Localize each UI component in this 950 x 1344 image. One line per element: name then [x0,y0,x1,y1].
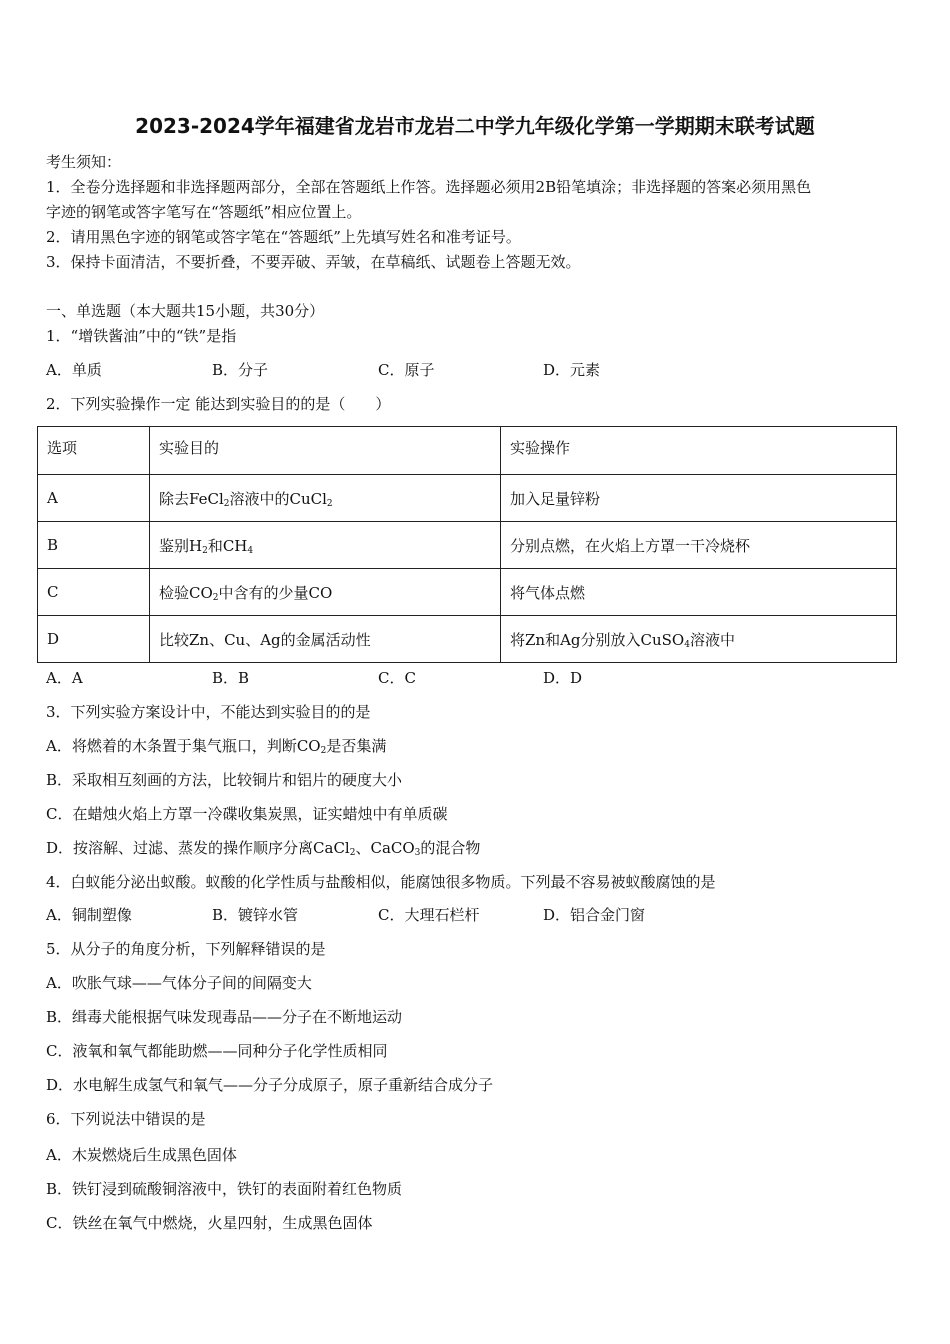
q3-option-c: C．在蜡烛火焰上方罩一冷碟收集炭黑，证实蜡烛中有单质碳 [46,805,448,823]
row-label: B [38,522,150,569]
q2-table [37,426,897,663]
q3-option-b: B．采取相互刻画的方法，比较铜片和铝片的硬度大小 [46,771,403,789]
notice-line-3: 3．保持卡面清洁，不要折叠，不要弄破、弄皱，在草稿纸、试题卷上答题无效。 [46,253,581,271]
row-goal: 比较Zn、Cu、Ag的金属活动性 [150,616,501,663]
q2-option-d: D．D [543,669,583,687]
q1-stem: 1．“增铁酱油”中的“铁”是指 [46,327,237,345]
table-row [38,522,897,569]
row-goal: 鉴别$H_2$和$CH_4$ [150,522,501,569]
table-row [38,616,897,663]
row-operation: 将气体点燃 [501,569,897,616]
q3-option-d: D．按溶解、过滤、蒸发的操作顺序分离CaCl$_2$、CaCO$_3$的混合物 [46,839,481,858]
q2-option-c: C．C [378,669,416,687]
q3-option-a: A．将燃着的木条置于集气瓶口，判断$CO_2$是否集满 [46,737,387,756]
q3-stem: 3．下列实验方案设计中，不能达到实验目的的是 [46,703,371,721]
q6-stem: 6．下列说法中错误的是 [46,1110,206,1128]
q1-option-d: D．元素 [543,361,601,379]
q1-option-a: A．单质 [46,361,102,379]
q2-stem: 2．下列实验操作一定 能达到实验目的的是（ ） [46,395,391,413]
q4-stem: 4．白蚁能分泌出蚁酸。蚁酸的化学性质与盐酸相似，能腐蚀很多物质。下列最不容易被蚁酸腐蚀的是 [46,873,716,891]
table-row [38,569,897,616]
section-heading: 一、单选题（本大题共15小题，共30分） [46,302,325,320]
q5-option-a: A．吹胀气球——气体分子间的间隔变大 [46,974,312,992]
q1-option-b: B．分子 [212,361,269,379]
row-label: C [38,569,150,616]
header-option: 选项 [38,427,150,475]
row-label: D [38,616,150,663]
row-goal: 除去FeCl$_2$溶液中的CuCl$_2$ [150,475,501,522]
header-goal: 实验目的 [150,427,501,475]
q5-option-d: D．水电解生成氢气和氧气——分子分成原子，原子重新结合成分子 [46,1076,494,1094]
q5-option-b: B．缉毒犬能根据气味发现毒品——分子在不断地运动 [46,1008,403,1026]
q6-option-c: C．铁丝在氧气中燃烧，火星四射，生成黑色固体 [46,1214,373,1232]
notice-line-2: 2．请用黑色字迹的钢笔或答字笔在“答题纸”上先填写姓名和准考证号。 [46,228,521,246]
notice-heading: 考生须知： [46,153,122,171]
notice-line-1a: 1．全卷分选择题和非选择题两部分，全部在答题纸上作答。选择题必须用2B铅笔填涂；非选择题的答案必须用黑色 [46,178,812,196]
row-operation: 分别点燃，在火焰上方罩一干冷烧杯 [501,522,897,569]
row-goal: 检验$CO_2$中含有的少量CO [150,569,501,616]
page-title: 2023-2024学年福建省龙岩市龙岩二中学九年级化学第一学期期末联考试题 [135,114,815,138]
q4-option-a: A．铜制塑像 [46,906,132,924]
q2-option-a: A．A [46,669,83,687]
row-label: A [38,475,150,522]
row-operation: 将Zn和Ag分别放入CuSO$_4$溶液中 [501,616,897,663]
row-operation: 加入足量锌粉 [501,475,897,522]
q4-option-c: C．大理石栏杆 [378,906,480,924]
table-row [38,475,897,522]
q1-option-c: C．原子 [378,361,435,379]
q5-option-c: C．液氧和氧气都能助燃——同种分子化学性质相同 [46,1042,388,1060]
q5-stem: 5．从分子的角度分析，下列解释错误的是 [46,940,326,958]
q6-option-a: A．木炭燃烧后生成黑色固体 [46,1146,237,1164]
q4-option-d: D．铝合金门窗 [543,906,646,924]
header-operation: 实验操作 [501,427,897,475]
q6-option-b: B．铁钉浸到硫酸铜溶液中，铁钉的表面附着红色物质 [46,1180,403,1198]
notice-line-1b: 字迹的钢笔或答字笔写在“答题纸”相应位置上。 [46,203,362,221]
q2-option-b: B．B [212,669,250,687]
q4-option-b: B．镀锌水管 [212,906,299,924]
table-header-row [38,427,897,475]
